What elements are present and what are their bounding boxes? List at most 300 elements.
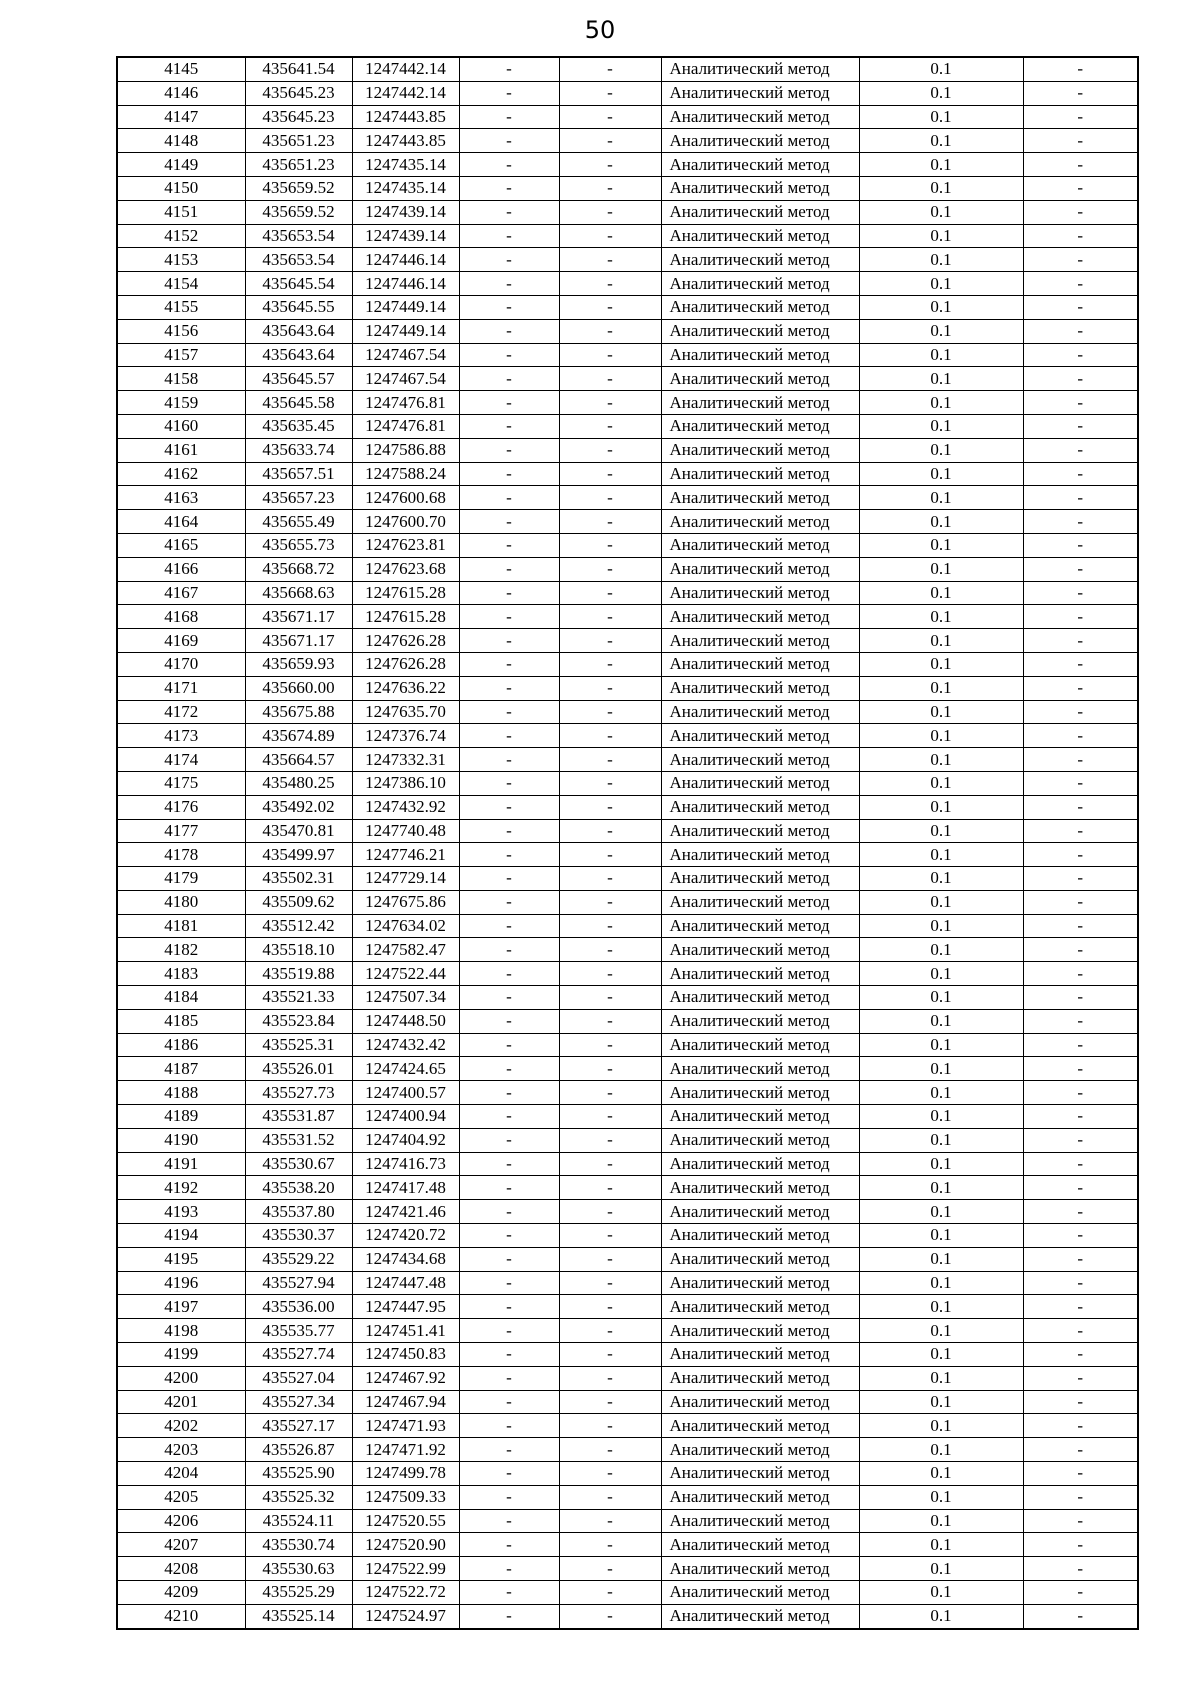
empty-value-cell: - — [559, 1390, 661, 1414]
table-row — [117, 938, 1138, 962]
method-cell: Аналитический метод — [661, 1319, 859, 1343]
table-row — [117, 1200, 1138, 1224]
empty-value-cell: - — [559, 1366, 661, 1390]
empty-value-cell: - — [1023, 200, 1138, 224]
x-coordinate-cell: 435645.54 — [245, 272, 352, 296]
empty-value-cell: - — [459, 748, 559, 772]
method-cell: Аналитический метод — [661, 1462, 859, 1486]
table-row — [117, 391, 1138, 415]
accuracy-cell: 0.1 — [859, 986, 1023, 1010]
empty-value-cell: - — [459, 1557, 559, 1581]
point-number-cell: 4159 — [117, 391, 245, 415]
point-number-cell: 4170 — [117, 652, 245, 676]
point-number-cell: 4183 — [117, 962, 245, 986]
empty-value-cell: - — [559, 176, 661, 200]
y-coordinate-cell: 1247443.85 — [352, 105, 459, 129]
method-cell: Аналитический метод — [661, 652, 859, 676]
method-cell: Аналитический метод — [661, 748, 859, 772]
empty-value-cell: - — [459, 1033, 559, 1057]
method-cell: Аналитический метод — [661, 1295, 859, 1319]
method-cell: Аналитический метод — [661, 1390, 859, 1414]
table-body — [117, 57, 1138, 1629]
point-number-cell: 4208 — [117, 1557, 245, 1581]
table-row — [117, 1604, 1138, 1628]
table-row — [117, 1081, 1138, 1105]
point-number-cell: 4181 — [117, 914, 245, 938]
empty-value-cell: - — [559, 1081, 661, 1105]
page-number: 50 — [584, 16, 616, 44]
accuracy-cell: 0.1 — [859, 438, 1023, 462]
y-coordinate-cell: 1247509.33 — [352, 1485, 459, 1509]
table-row — [117, 724, 1138, 748]
y-coordinate-cell: 1247634.02 — [352, 914, 459, 938]
y-coordinate-cell: 1247623.81 — [352, 533, 459, 557]
accuracy-cell: 0.1 — [859, 795, 1023, 819]
method-cell: Аналитический метод — [661, 986, 859, 1010]
empty-value-cell: - — [559, 629, 661, 653]
table-row — [117, 129, 1138, 153]
empty-value-cell: - — [1023, 391, 1138, 415]
method-cell: Аналитический метод — [661, 938, 859, 962]
empty-value-cell: - — [459, 1247, 559, 1271]
x-coordinate-cell: 435470.81 — [245, 819, 352, 843]
y-coordinate-cell: 1247740.48 — [352, 819, 459, 843]
y-coordinate-cell: 1247582.47 — [352, 938, 459, 962]
x-coordinate-cell: 435527.34 — [245, 1390, 352, 1414]
method-cell: Аналитический метод — [661, 1152, 859, 1176]
accuracy-cell: 0.1 — [859, 557, 1023, 581]
empty-value-cell: - — [1023, 367, 1138, 391]
x-coordinate-cell: 435527.94 — [245, 1271, 352, 1295]
x-coordinate-cell: 435653.54 — [245, 224, 352, 248]
empty-value-cell: - — [559, 1152, 661, 1176]
empty-value-cell: - — [459, 414, 559, 438]
empty-value-cell: - — [1023, 1033, 1138, 1057]
method-cell: Аналитический метод — [661, 438, 859, 462]
point-number-cell: 4200 — [117, 1366, 245, 1390]
empty-value-cell: - — [559, 1200, 661, 1224]
method-cell: Аналитический метод — [661, 367, 859, 391]
method-cell: Аналитический метод — [661, 700, 859, 724]
empty-value-cell: - — [559, 486, 661, 510]
empty-value-cell: - — [1023, 1200, 1138, 1224]
method-cell: Аналитический метод — [661, 581, 859, 605]
method-cell: Аналитический метод — [661, 533, 859, 557]
y-coordinate-cell: 1247435.14 — [352, 153, 459, 177]
method-cell: Аналитический метод — [661, 1128, 859, 1152]
y-coordinate-cell: 1247600.68 — [352, 486, 459, 510]
table-row — [117, 533, 1138, 557]
empty-value-cell: - — [1023, 1176, 1138, 1200]
x-coordinate-cell: 435530.74 — [245, 1533, 352, 1557]
empty-value-cell: - — [1023, 224, 1138, 248]
empty-value-cell: - — [1023, 938, 1138, 962]
empty-value-cell: - — [1023, 581, 1138, 605]
accuracy-cell: 0.1 — [859, 1009, 1023, 1033]
accuracy-cell: 0.1 — [859, 867, 1023, 891]
method-cell: Аналитический метод — [661, 57, 859, 81]
empty-value-cell: - — [459, 914, 559, 938]
empty-value-cell: - — [459, 938, 559, 962]
empty-value-cell: - — [559, 890, 661, 914]
point-number-cell: 4155 — [117, 295, 245, 319]
y-coordinate-cell: 1247432.42 — [352, 1033, 459, 1057]
empty-value-cell: - — [559, 1438, 661, 1462]
empty-value-cell: - — [1023, 1009, 1138, 1033]
point-number-cell: 4197 — [117, 1295, 245, 1319]
table-row — [117, 176, 1138, 200]
y-coordinate-cell: 1247400.57 — [352, 1081, 459, 1105]
accuracy-cell: 0.1 — [859, 724, 1023, 748]
x-coordinate-cell: 435641.54 — [245, 57, 352, 81]
empty-value-cell: - — [1023, 1509, 1138, 1533]
x-coordinate-cell: 435530.37 — [245, 1224, 352, 1248]
empty-value-cell: - — [559, 1247, 661, 1271]
empty-value-cell: - — [559, 748, 661, 772]
empty-value-cell: - — [459, 1366, 559, 1390]
method-cell: Аналитический метод — [661, 510, 859, 534]
x-coordinate-cell: 435645.55 — [245, 295, 352, 319]
empty-value-cell: - — [1023, 1485, 1138, 1509]
table-row — [117, 1105, 1138, 1129]
accuracy-cell: 0.1 — [859, 1485, 1023, 1509]
empty-value-cell: - — [459, 771, 559, 795]
empty-value-cell: - — [1023, 795, 1138, 819]
table-row — [117, 486, 1138, 510]
y-coordinate-cell: 1247435.14 — [352, 176, 459, 200]
y-coordinate-cell: 1247449.14 — [352, 319, 459, 343]
accuracy-cell: 0.1 — [859, 486, 1023, 510]
y-coordinate-cell: 1247446.14 — [352, 248, 459, 272]
y-coordinate-cell: 1247600.70 — [352, 510, 459, 534]
empty-value-cell: - — [459, 153, 559, 177]
empty-value-cell: - — [459, 1462, 559, 1486]
empty-value-cell: - — [459, 1414, 559, 1438]
point-number-cell: 4202 — [117, 1414, 245, 1438]
x-coordinate-cell: 435660.00 — [245, 676, 352, 700]
empty-value-cell: - — [1023, 1224, 1138, 1248]
x-coordinate-cell: 435531.52 — [245, 1128, 352, 1152]
accuracy-cell: 0.1 — [859, 1390, 1023, 1414]
y-coordinate-cell: 1247421.46 — [352, 1200, 459, 1224]
empty-value-cell: - — [459, 462, 559, 486]
y-coordinate-cell: 1247448.50 — [352, 1009, 459, 1033]
point-number-cell: 4168 — [117, 605, 245, 629]
method-cell: Аналитический метод — [661, 1438, 859, 1462]
point-number-cell: 4157 — [117, 343, 245, 367]
method-cell: Аналитический метод — [661, 1033, 859, 1057]
table-row — [117, 557, 1138, 581]
point-number-cell: 4163 — [117, 486, 245, 510]
x-coordinate-cell: 435643.64 — [245, 319, 352, 343]
point-number-cell: 4152 — [117, 224, 245, 248]
empty-value-cell: - — [1023, 819, 1138, 843]
y-coordinate-cell: 1247522.99 — [352, 1557, 459, 1581]
accuracy-cell: 0.1 — [859, 462, 1023, 486]
empty-value-cell: - — [1023, 1533, 1138, 1557]
point-number-cell: 4201 — [117, 1390, 245, 1414]
y-coordinate-cell: 1247451.41 — [352, 1319, 459, 1343]
empty-value-cell: - — [559, 1509, 661, 1533]
point-number-cell: 4164 — [117, 510, 245, 534]
y-coordinate-cell: 1247615.28 — [352, 605, 459, 629]
y-coordinate-cell: 1247522.44 — [352, 962, 459, 986]
accuracy-cell: 0.1 — [859, 1557, 1023, 1581]
table-row — [117, 605, 1138, 629]
empty-value-cell: - — [559, 843, 661, 867]
point-number-cell: 4189 — [117, 1105, 245, 1129]
table-row — [117, 57, 1138, 81]
point-number-cell: 4182 — [117, 938, 245, 962]
point-number-cell: 4166 — [117, 557, 245, 581]
table-row — [117, 1033, 1138, 1057]
empty-value-cell: - — [559, 724, 661, 748]
point-number-cell: 4194 — [117, 1224, 245, 1248]
empty-value-cell: - — [459, 81, 559, 105]
y-coordinate-cell: 1247449.14 — [352, 295, 459, 319]
empty-value-cell: - — [459, 1128, 559, 1152]
point-number-cell: 4148 — [117, 129, 245, 153]
empty-value-cell: - — [459, 343, 559, 367]
x-coordinate-cell: 435525.32 — [245, 1485, 352, 1509]
point-number-cell: 4161 — [117, 438, 245, 462]
empty-value-cell: - — [459, 391, 559, 415]
empty-value-cell: - — [1023, 1604, 1138, 1628]
empty-value-cell: - — [1023, 557, 1138, 581]
accuracy-cell: 0.1 — [859, 629, 1023, 653]
accuracy-cell: 0.1 — [859, 1105, 1023, 1129]
x-coordinate-cell: 435668.63 — [245, 581, 352, 605]
y-coordinate-cell: 1247524.97 — [352, 1604, 459, 1628]
table-row — [117, 343, 1138, 367]
empty-value-cell: - — [559, 1295, 661, 1319]
method-cell: Аналитический метод — [661, 1271, 859, 1295]
method-cell: Аналитический метод — [661, 153, 859, 177]
method-cell: Аналитический метод — [661, 248, 859, 272]
x-coordinate-cell: 435536.00 — [245, 1295, 352, 1319]
y-coordinate-cell: 1247746.21 — [352, 843, 459, 867]
method-cell: Аналитический метод — [661, 843, 859, 867]
empty-value-cell: - — [559, 224, 661, 248]
y-coordinate-cell: 1247439.14 — [352, 224, 459, 248]
empty-value-cell: - — [459, 1057, 559, 1081]
accuracy-cell: 0.1 — [859, 652, 1023, 676]
x-coordinate-cell: 435655.49 — [245, 510, 352, 534]
table-row — [117, 1533, 1138, 1557]
empty-value-cell: - — [459, 367, 559, 391]
empty-value-cell: - — [459, 129, 559, 153]
y-coordinate-cell: 1247635.70 — [352, 700, 459, 724]
x-coordinate-cell: 435655.73 — [245, 533, 352, 557]
y-coordinate-cell: 1247417.48 — [352, 1176, 459, 1200]
x-coordinate-cell: 435535.77 — [245, 1319, 352, 1343]
point-number-cell: 4165 — [117, 533, 245, 557]
accuracy-cell: 0.1 — [859, 176, 1023, 200]
accuracy-cell: 0.1 — [859, 391, 1023, 415]
x-coordinate-cell: 435527.04 — [245, 1366, 352, 1390]
coordinates-table — [116, 56, 1139, 1630]
empty-value-cell: - — [459, 1295, 559, 1319]
table-row — [117, 510, 1138, 534]
point-number-cell: 4190 — [117, 1128, 245, 1152]
empty-value-cell: - — [559, 581, 661, 605]
y-coordinate-cell: 1247450.83 — [352, 1343, 459, 1367]
table-row — [117, 462, 1138, 486]
empty-value-cell: - — [1023, 248, 1138, 272]
accuracy-cell: 0.1 — [859, 1414, 1023, 1438]
empty-value-cell: - — [559, 986, 661, 1010]
empty-value-cell: - — [459, 629, 559, 653]
method-cell: Аналитический метод — [661, 1009, 859, 1033]
y-coordinate-cell: 1247386.10 — [352, 771, 459, 795]
y-coordinate-cell: 1247586.88 — [352, 438, 459, 462]
empty-value-cell: - — [459, 1533, 559, 1557]
table-row — [117, 795, 1138, 819]
empty-value-cell: - — [459, 795, 559, 819]
table-row — [117, 890, 1138, 914]
x-coordinate-cell: 435537.80 — [245, 1200, 352, 1224]
accuracy-cell: 0.1 — [859, 1319, 1023, 1343]
accuracy-cell: 0.1 — [859, 1247, 1023, 1271]
empty-value-cell: - — [459, 486, 559, 510]
empty-value-cell: - — [559, 1128, 661, 1152]
empty-value-cell: - — [1023, 176, 1138, 200]
accuracy-cell: 0.1 — [859, 843, 1023, 867]
table-row — [117, 414, 1138, 438]
point-number-cell: 4174 — [117, 748, 245, 772]
point-number-cell: 4146 — [117, 81, 245, 105]
point-number-cell: 4195 — [117, 1247, 245, 1271]
method-cell: Аналитический метод — [661, 629, 859, 653]
empty-value-cell: - — [459, 200, 559, 224]
empty-value-cell: - — [559, 81, 661, 105]
method-cell: Аналитический метод — [661, 1224, 859, 1248]
point-number-cell: 4209 — [117, 1581, 245, 1605]
empty-value-cell: - — [559, 367, 661, 391]
accuracy-cell: 0.1 — [859, 605, 1023, 629]
method-cell: Аналитический метод — [661, 1200, 859, 1224]
method-cell: Аналитический метод — [661, 867, 859, 891]
y-coordinate-cell: 1247420.72 — [352, 1224, 459, 1248]
empty-value-cell: - — [559, 1033, 661, 1057]
point-number-cell: 4158 — [117, 367, 245, 391]
table-row — [117, 1224, 1138, 1248]
x-coordinate-cell: 435523.84 — [245, 1009, 352, 1033]
empty-value-cell: - — [459, 105, 559, 129]
accuracy-cell: 0.1 — [859, 676, 1023, 700]
accuracy-cell: 0.1 — [859, 295, 1023, 319]
empty-value-cell: - — [1023, 867, 1138, 891]
table-row — [117, 1390, 1138, 1414]
point-number-cell: 4178 — [117, 843, 245, 867]
empty-value-cell: - — [1023, 724, 1138, 748]
empty-value-cell: - — [1023, 533, 1138, 557]
method-cell: Аналитический метод — [661, 819, 859, 843]
empty-value-cell: - — [459, 1176, 559, 1200]
empty-value-cell: - — [1023, 1295, 1138, 1319]
point-number-cell: 4177 — [117, 819, 245, 843]
empty-value-cell: - — [1023, 1081, 1138, 1105]
empty-value-cell: - — [559, 1224, 661, 1248]
empty-value-cell: - — [1023, 81, 1138, 105]
empty-value-cell: - — [559, 938, 661, 962]
empty-value-cell: - — [559, 1414, 661, 1438]
empty-value-cell: - — [1023, 510, 1138, 534]
y-coordinate-cell: 1247636.22 — [352, 676, 459, 700]
point-number-cell: 4179 — [117, 867, 245, 891]
y-coordinate-cell: 1247588.24 — [352, 462, 459, 486]
method-cell: Аналитический метод — [661, 319, 859, 343]
method-cell: Аналитический метод — [661, 795, 859, 819]
x-coordinate-cell: 435531.87 — [245, 1105, 352, 1129]
accuracy-cell: 0.1 — [859, 1581, 1023, 1605]
y-coordinate-cell: 1247675.86 — [352, 890, 459, 914]
empty-value-cell: - — [1023, 319, 1138, 343]
x-coordinate-cell: 435653.54 — [245, 248, 352, 272]
x-coordinate-cell: 435651.23 — [245, 153, 352, 177]
accuracy-cell: 0.1 — [859, 1224, 1023, 1248]
x-coordinate-cell: 435499.97 — [245, 843, 352, 867]
y-coordinate-cell: 1247520.90 — [352, 1533, 459, 1557]
method-cell: Аналитический метод — [661, 605, 859, 629]
y-coordinate-cell: 1247615.28 — [352, 581, 459, 605]
accuracy-cell: 0.1 — [859, 962, 1023, 986]
accuracy-cell: 0.1 — [859, 1152, 1023, 1176]
point-number-cell: 4184 — [117, 986, 245, 1010]
table-row — [117, 1057, 1138, 1081]
point-number-cell: 4160 — [117, 414, 245, 438]
accuracy-cell: 0.1 — [859, 1057, 1023, 1081]
empty-value-cell: - — [559, 819, 661, 843]
empty-value-cell: - — [459, 676, 559, 700]
empty-value-cell: - — [1023, 462, 1138, 486]
accuracy-cell: 0.1 — [859, 343, 1023, 367]
empty-value-cell: - — [459, 1009, 559, 1033]
method-cell: Аналитический метод — [661, 176, 859, 200]
empty-value-cell: - — [459, 224, 559, 248]
empty-value-cell: - — [1023, 1057, 1138, 1081]
accuracy-cell: 0.1 — [859, 533, 1023, 557]
empty-value-cell: - — [459, 1224, 559, 1248]
empty-value-cell: - — [1023, 1462, 1138, 1486]
method-cell: Аналитический метод — [661, 962, 859, 986]
empty-value-cell: - — [1023, 1247, 1138, 1271]
method-cell: Аналитический метод — [661, 1105, 859, 1129]
point-number-cell: 4156 — [117, 319, 245, 343]
x-coordinate-cell: 435530.67 — [245, 1152, 352, 1176]
empty-value-cell: - — [559, 1581, 661, 1605]
accuracy-cell: 0.1 — [859, 1033, 1023, 1057]
empty-value-cell: - — [1023, 1581, 1138, 1605]
x-coordinate-cell: 435525.31 — [245, 1033, 352, 1057]
empty-value-cell: - — [1023, 295, 1138, 319]
empty-value-cell: - — [559, 533, 661, 557]
empty-value-cell: - — [459, 1485, 559, 1509]
x-coordinate-cell: 435518.10 — [245, 938, 352, 962]
point-number-cell: 4203 — [117, 1438, 245, 1462]
x-coordinate-cell: 435657.23 — [245, 486, 352, 510]
point-number-cell: 4153 — [117, 248, 245, 272]
empty-value-cell: - — [1023, 1128, 1138, 1152]
y-coordinate-cell: 1247522.72 — [352, 1581, 459, 1605]
method-cell: Аналитический метод — [661, 81, 859, 105]
x-coordinate-cell: 435645.23 — [245, 81, 352, 105]
y-coordinate-cell: 1247471.93 — [352, 1414, 459, 1438]
empty-value-cell: - — [1023, 1366, 1138, 1390]
accuracy-cell: 0.1 — [859, 819, 1023, 843]
y-coordinate-cell: 1247447.95 — [352, 1295, 459, 1319]
method-cell: Аналитический метод — [661, 1604, 859, 1628]
